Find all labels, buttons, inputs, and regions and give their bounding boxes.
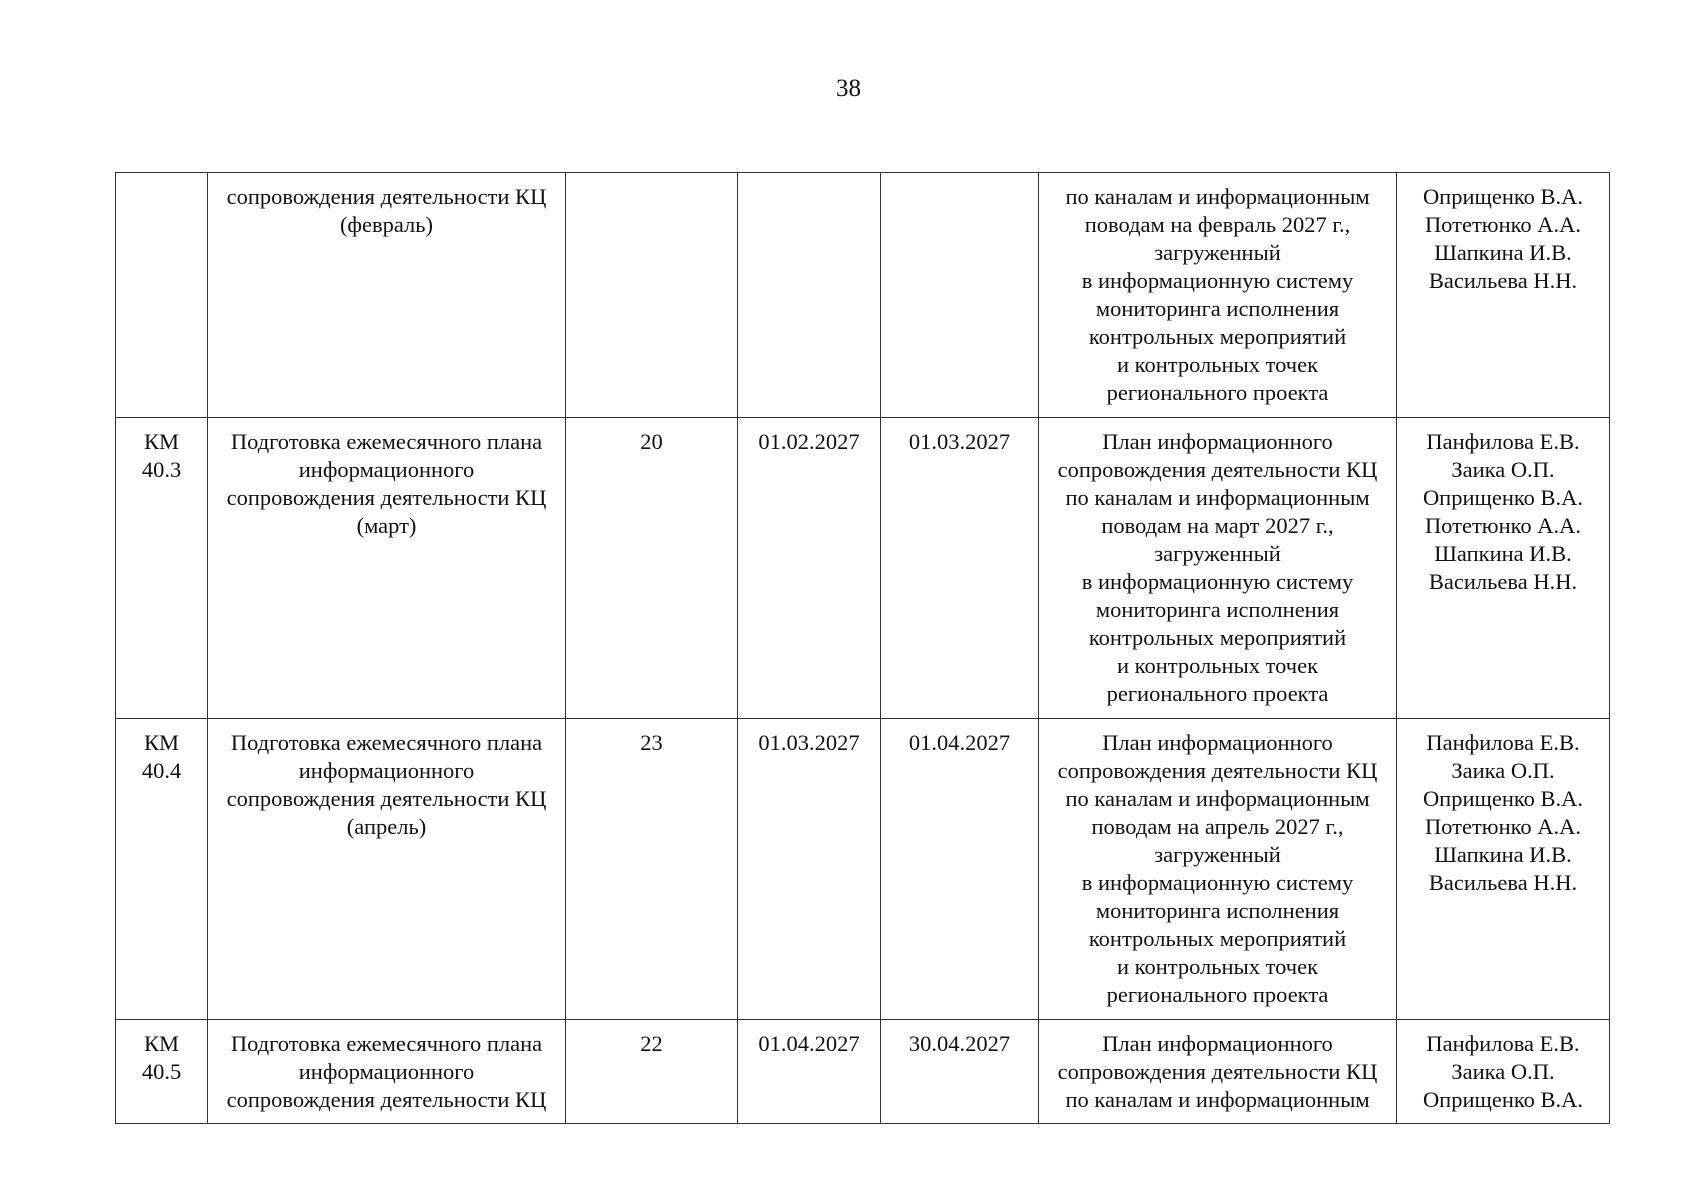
result-line: в информационную систему: [1081, 268, 1354, 293]
responsible-cell: [1397, 1020, 1610, 1124]
name-cell: [208, 719, 566, 1020]
result-line: по каналам и информационным: [1065, 786, 1370, 811]
end-date-cell: 01.04.2027: [881, 719, 1039, 1020]
result-line: сопровождения деятельности КЦ: [1057, 758, 1378, 783]
start-date-cell: 01.03.2027: [738, 719, 881, 1020]
name-line: сопровождения деятельности КЦ: [226, 184, 547, 209]
responsible-line: Панфилова Е.В.: [1426, 730, 1580, 755]
table-row: [116, 1020, 1610, 1124]
name-line: сопровождения деятельности КЦ: [226, 786, 547, 811]
end-date-cell: 01.03.2027: [881, 418, 1039, 719]
responsible-line: Заика О.П.: [1451, 758, 1555, 783]
result-line: регионального проекта: [1106, 681, 1329, 706]
code-cell: [116, 173, 208, 418]
responsible-line: Оприщенко В.А.: [1422, 485, 1584, 510]
responsible-line: Оприщенко В.А.: [1422, 786, 1584, 811]
responsible-line: Васильева Н.Н.: [1428, 569, 1578, 594]
result-line: мониторинга исполнения: [1095, 898, 1340, 923]
code-line: 40.3: [141, 457, 182, 482]
responsible-line: Оприщенко В.А.: [1422, 184, 1584, 209]
result-line: поводам на апрель 2027 г.,: [1091, 814, 1344, 839]
result-line: и контрольных точек: [1116, 954, 1319, 979]
start-date-cell: [738, 173, 881, 418]
duration-cell: 22: [566, 1020, 738, 1124]
start-date-cell: 01.02.2027: [738, 418, 881, 719]
name-cell: [208, 1020, 566, 1124]
responsible-line: Шапкина И.В.: [1434, 541, 1572, 566]
result-line: и контрольных точек: [1116, 653, 1319, 678]
name-line: информационного: [298, 457, 475, 482]
result-cell: [1039, 173, 1397, 418]
code-line: 40.4: [141, 758, 182, 783]
duration-cell: [566, 173, 738, 418]
result-line: поводам на февраль 2027 г.,: [1084, 212, 1351, 237]
plan-table: [115, 172, 1610, 1124]
responsible-cell: [1397, 173, 1610, 418]
name-line: (март): [356, 513, 417, 538]
name-cell: [208, 418, 566, 719]
responsible-line: Оприщенко В.А.: [1422, 1087, 1584, 1112]
end-date-cell: [881, 173, 1039, 418]
name-line: (апрель): [346, 814, 427, 839]
code-cell: [116, 418, 208, 719]
result-line: регионального проекта: [1106, 982, 1329, 1007]
result-line: по каналам и информационным: [1065, 1087, 1370, 1112]
responsible-line: Панфилова Е.В.: [1426, 429, 1580, 454]
responsible-line: Шапкина И.В.: [1434, 240, 1572, 265]
name-line: сопровождения деятельности КЦ: [226, 485, 547, 510]
code-cell: [116, 719, 208, 1020]
name-line: Подготовка ежемесячного плана: [230, 730, 543, 755]
result-line: загруженный: [1154, 541, 1281, 566]
result-line: загруженный: [1154, 842, 1281, 867]
code-line: КМ: [143, 1031, 179, 1056]
result-line: контрольных мероприятий: [1088, 926, 1347, 951]
result-line: сопровождения деятельности КЦ: [1057, 1059, 1378, 1084]
responsible-line: Васильева Н.Н.: [1428, 870, 1578, 895]
name-line: информационного: [298, 1059, 475, 1084]
duration-cell: 20: [566, 418, 738, 719]
result-line: регионального проекта: [1106, 380, 1329, 405]
responsible-line: Потетюнко А.А.: [1424, 814, 1582, 839]
result-line: в информационную систему: [1081, 870, 1354, 895]
code-line: 40.5: [141, 1059, 182, 1084]
result-line: План информационного: [1102, 429, 1333, 454]
name-line: информационного: [298, 758, 475, 783]
result-line: в информационную систему: [1081, 569, 1354, 594]
start-date-cell: 01.04.2027: [738, 1020, 881, 1124]
responsible-line: Потетюнко А.А.: [1424, 513, 1582, 538]
duration-cell: 23: [566, 719, 738, 1020]
responsible-cell: [1397, 719, 1610, 1020]
result-line: План информационного: [1102, 730, 1333, 755]
page-number: 38: [836, 75, 861, 102]
name-line: сопровождения деятельности КЦ: [226, 1087, 547, 1112]
result-line: сопровождения деятельности КЦ: [1057, 457, 1378, 482]
result-line: и контрольных точек: [1116, 352, 1319, 377]
table-row: [116, 418, 1610, 719]
result-line: контрольных мероприятий: [1088, 324, 1347, 349]
name-line: Подготовка ежемесячного плана: [230, 429, 543, 454]
responsible-line: Шапкина И.В.: [1434, 842, 1572, 867]
result-cell: [1039, 719, 1397, 1020]
result-line: по каналам и информационным: [1065, 184, 1370, 209]
result-cell: [1039, 418, 1397, 719]
name-cell: [208, 173, 566, 418]
code-cell: [116, 1020, 208, 1124]
result-line: мониторинга исполнения: [1095, 597, 1340, 622]
responsible-cell: [1397, 418, 1610, 719]
responsible-line: Панфилова Е.В.: [1426, 1031, 1580, 1056]
name-line: (февраль): [339, 212, 434, 237]
responsible-line: Потетюнко А.А.: [1424, 212, 1582, 237]
result-line: загруженный: [1154, 240, 1281, 265]
table-row: [116, 173, 1610, 418]
responsible-line: Васильева Н.Н.: [1428, 268, 1578, 293]
result-line: по каналам и информационным: [1065, 485, 1370, 510]
name-line: Подготовка ежемесячного плана: [230, 1031, 543, 1056]
result-line: контрольных мероприятий: [1088, 625, 1347, 650]
table-row: [116, 719, 1610, 1020]
result-line: поводам на март 2027 г.,: [1101, 513, 1334, 538]
result-cell: [1039, 1020, 1397, 1124]
responsible-line: Заика О.П.: [1451, 1059, 1555, 1084]
result-line: План информационного: [1102, 1031, 1333, 1056]
responsible-line: Заика О.П.: [1451, 457, 1555, 482]
code-line: КМ: [143, 730, 179, 755]
end-date-cell: 30.04.2027: [881, 1020, 1039, 1124]
result-line: мониторинга исполнения: [1095, 296, 1340, 321]
code-line: КМ: [143, 429, 179, 454]
